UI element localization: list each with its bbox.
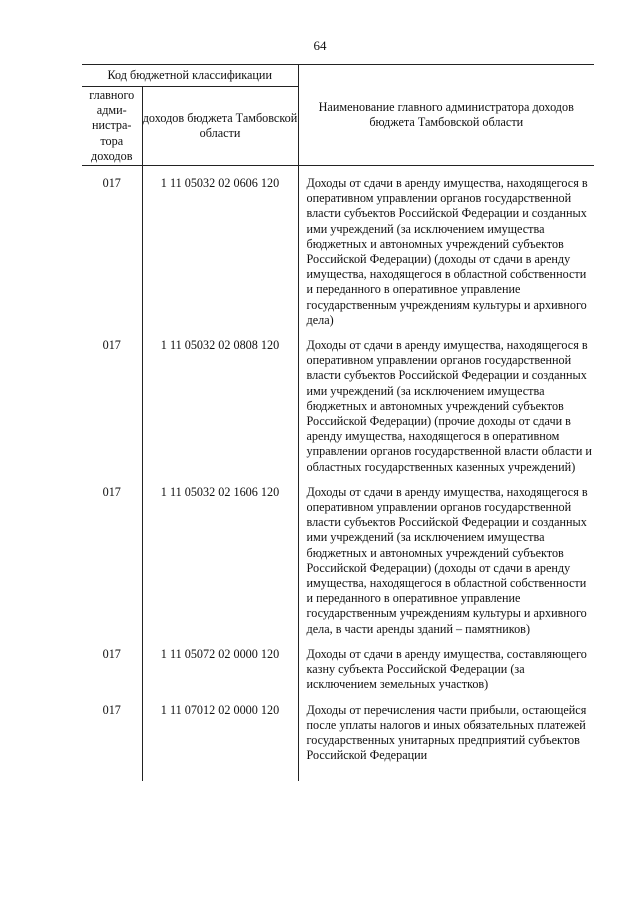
income-description: Доходы от сдачи в аренду имущества, находящегося в оперативном управлении органов государственной власти субъектов Российской Федерации и созданных ими учреждений (за исключением имущества бюджетных и автономных учреждений субъектов Российской Федерации) (доходы от сдачи в аренду имущества, находящегося в областной собственности и переданного в оперативное управление государственным учреждениям культуры и архивного дела) (298, 166, 594, 329)
income-code: 1 11 05072 02 0000 120 (160, 646, 280, 661)
table-row (82, 328, 594, 475)
administrator-code: 017 (82, 328, 142, 475)
administrator-code: 017 (82, 475, 142, 637)
income-description: Доходы от сдачи в аренду имущества, находящегося в оперативном управлении органов государственной власти субъектов Российской Федерации и созданных ими учреждений (за исключением имущества бюджетных и автономных учреждений субъектов Российской Федерации) (прочие доходы от сдачи в аренду имущества, находящегося в оперативном управлении органов государственной власти области и областных государственных казенных учреждений) (298, 328, 594, 475)
income-code: 1 11 05032 02 0808 120 (160, 338, 280, 353)
budget-classification-table (82, 64, 594, 781)
income-code: 1 11 07012 02 0000 120 (160, 702, 280, 717)
income-description: Доходы от перечисления части прибыли, остающейся после уплаты налогов и иных обязательных платежей государственных унитарных предприятий субъектов Российской Федерации (298, 693, 594, 764)
administrator-code: 017 (82, 637, 142, 693)
table-row (82, 693, 594, 764)
income-description: Доходы от сдачи в аренду имущества, составляющего казну субъекта Российской Федерации (за исключением земельных участков) (298, 637, 594, 693)
table-row (82, 475, 594, 637)
administrator-code: 017 (82, 166, 142, 329)
table-bottom-spacer (82, 763, 594, 781)
table-row (82, 166, 594, 329)
header-budget-code-group: Код бюджетной классификации (82, 65, 298, 87)
income-code: 1 11 05032 02 0606 120 (160, 176, 280, 190)
income-description: Доходы от сдачи в аренду имущества, находящегося в оперативном управлении органов государственной власти субъектов Российской Федерации и созданных ими учреждений (за исключением имущества бюджетных и автономных учреждений субъектов Российской Федерации) (доходы от сдачи в аренду имущества, находящегося в областной собственности и переданного в оперативное управление государственным учреждениям культуры и архивного дела, в части аренды зданий – памятников) (298, 475, 594, 637)
page-number: 64 (313, 38, 327, 53)
income-code: 1 11 05032 02 1606 120 (160, 484, 280, 499)
table-row (82, 637, 594, 693)
header-main-administrator: главного адми-нистра-тора доходов (82, 87, 142, 166)
administrator-code: 017 (82, 693, 142, 764)
header-regional-budget-income: доходов бюджета Тамбовской области (142, 87, 298, 166)
header-administrator-name: Наименование главного администратора доходов бюджета Тамбовской области (298, 65, 594, 166)
